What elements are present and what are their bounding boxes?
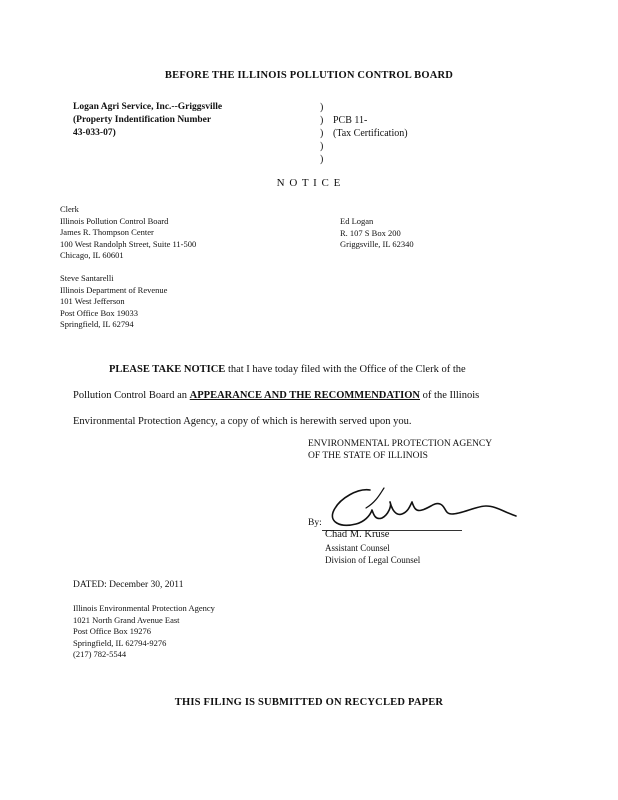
- signer-title: Assistant Counsel: [325, 542, 390, 553]
- handwritten-signature: [326, 482, 526, 534]
- notice-paragraph: [73, 357, 563, 435]
- signer-division: Division of Legal Counsel: [325, 555, 421, 565]
- caption-parentheses: ) ) ) ) ): [320, 102, 324, 165]
- address-line: Post Office Box 19033: [60, 307, 138, 318]
- address-line: Steve Santarelli: [60, 273, 114, 283]
- address-line: Griggsville, IL 62340: [340, 239, 414, 249]
- recipient-revenue: [60, 273, 167, 331]
- address-line: Clerk: [60, 204, 79, 214]
- notice-title: N O T I C E: [276, 177, 342, 189]
- party-line: 43-033-07): [73, 128, 116, 138]
- address-line: R. 107 S Box 200: [340, 227, 401, 238]
- case-caption-parties: [73, 101, 222, 140]
- recommendation-term: RECOMMENDATION: [314, 390, 421, 401]
- by-label: By:: [308, 518, 322, 528]
- address-line: Springfield, IL 62794: [60, 319, 134, 329]
- address-line: 100 West Randolph Street, Suite 11-500: [60, 238, 197, 249]
- notice-line-1: PLEASE TAKE NOTICE that I have today filed with the Office of the Clerk of the: [109, 364, 466, 375]
- address-line: Springfield, IL 62794-9276: [73, 637, 167, 648]
- address-line: (217) 782-5544: [73, 649, 127, 659]
- dated-line: DATED: December 30, 2011: [73, 580, 184, 590]
- address-line: Ed Logan: [340, 216, 374, 226]
- agency-signature-heading: [308, 438, 492, 462]
- party-line: (Property Indentification Number: [73, 115, 212, 125]
- recipient-clerk: [60, 204, 196, 262]
- party-line: Logan Agri Service, Inc.--Griggsville: [73, 102, 223, 112]
- agency-line: ENVIRONMENTAL PROTECTION AGENCY: [308, 439, 493, 449]
- appearance-term: APPEARANCE: [189, 390, 263, 401]
- address-line: Post Office Box 19276: [73, 626, 151, 636]
- address-line: Illinois Pollution Control Board: [60, 215, 169, 226]
- address-line: Chicago, IL 60601: [60, 250, 124, 260]
- recipient-ed-logan: [340, 216, 414, 251]
- notice-line-2: Pollution Control Board an APPEARANCE AND THE RECOMMENDATION of the Illinois: [73, 390, 480, 401]
- address-line: 101 West Jefferson: [60, 296, 125, 306]
- agency-line: OF THE STATE OF ILLINOIS: [308, 451, 428, 461]
- address-line: Illinois Environmental Protection Agency: [73, 603, 215, 613]
- document-header: BEFORE THE ILLINOIS POLLUTION CONTROL BOARD: [164, 70, 454, 81]
- agency-address: [73, 603, 215, 661]
- case-type: (Tax Certification): [333, 128, 408, 139]
- recycled-paper-footer: THIS FILING IS SUBMITTED ON RECYCLED PAPER: [174, 697, 444, 708]
- case-number: PCB 11-: [333, 115, 368, 126]
- address-line: 1021 North Grand Avenue East: [73, 614, 180, 625]
- address-line: James R. Thompson Center: [60, 227, 154, 237]
- address-line: Illinois Department of Revenue: [60, 284, 168, 295]
- signer-name: Chad M. Kruse: [325, 529, 390, 540]
- signer-block: [325, 529, 420, 567]
- notice-line-3: Environmental Protection Agency, a copy of which is herewith served upon you.: [73, 416, 412, 427]
- please-take-notice: PLEASE TAKE NOTICE: [109, 364, 226, 375]
